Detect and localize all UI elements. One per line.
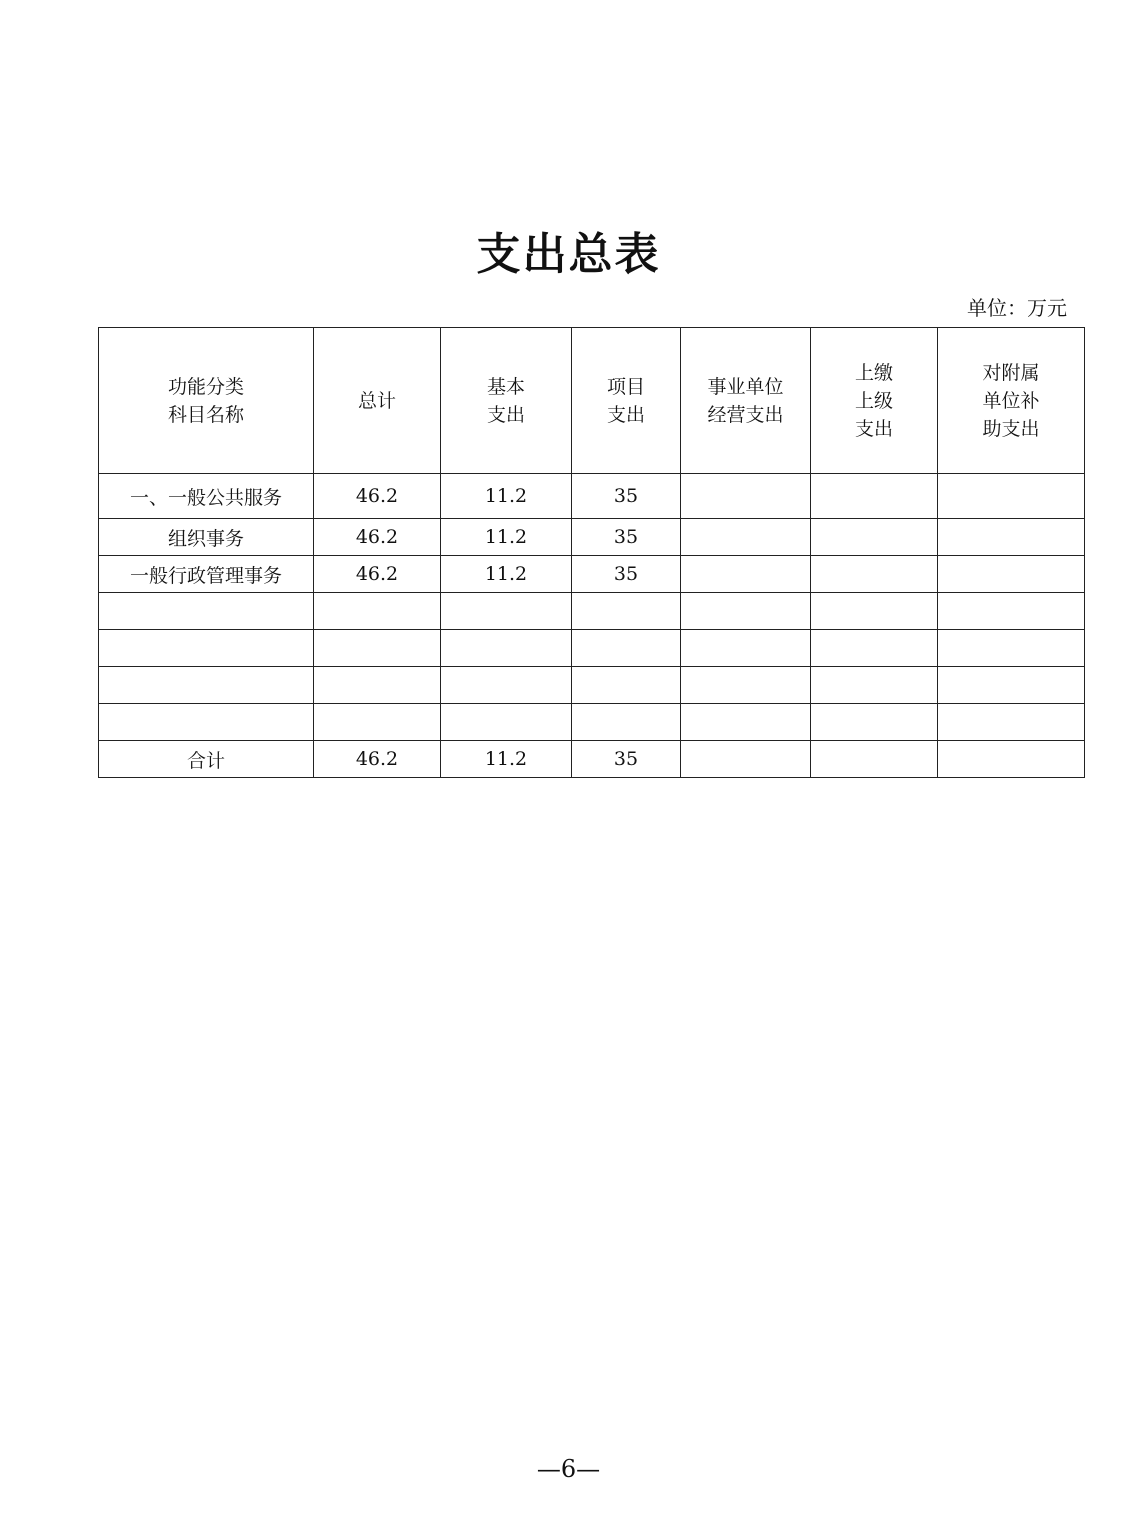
cell-remit bbox=[811, 593, 938, 630]
cell-total: 46.2 bbox=[314, 519, 441, 556]
cell-subsidy bbox=[938, 630, 1085, 667]
unit-label: 单位：万元 bbox=[967, 296, 1067, 320]
total-label: 合计 bbox=[99, 741, 314, 778]
header-line: 支出 bbox=[854, 417, 893, 440]
cell-total bbox=[314, 593, 441, 630]
header-line: 基本 bbox=[486, 375, 525, 398]
table-row bbox=[99, 704, 1085, 741]
row-label: 一般行政管理事务 bbox=[99, 556, 314, 593]
table-row bbox=[99, 667, 1085, 704]
header-line: 功能分类 bbox=[167, 375, 244, 398]
header-remit-superior bbox=[811, 328, 938, 474]
header-line: 经营支出 bbox=[707, 403, 784, 426]
cell-basic bbox=[441, 593, 572, 630]
cell-subsidy bbox=[938, 556, 1085, 593]
cell-operating bbox=[681, 630, 811, 667]
cell-remit bbox=[811, 474, 938, 519]
cell-basic: 11.2 bbox=[441, 741, 572, 778]
cell-total bbox=[314, 630, 441, 667]
header-operating-expense bbox=[681, 328, 811, 474]
header-line: 上缴 bbox=[854, 361, 893, 384]
table-row bbox=[99, 556, 1085, 593]
cell-basic: 11.2 bbox=[441, 474, 572, 519]
table-row bbox=[99, 593, 1085, 630]
table-header-row bbox=[99, 328, 1085, 474]
cell-total bbox=[314, 704, 441, 741]
header-line: 科目名称 bbox=[167, 403, 244, 426]
header-line: 项目 bbox=[606, 375, 645, 398]
cell-remit bbox=[811, 741, 938, 778]
cell-project bbox=[572, 630, 681, 667]
cell-subsidy bbox=[938, 704, 1085, 741]
header-line: 支出 bbox=[606, 403, 645, 426]
row-label bbox=[99, 704, 314, 741]
cell-remit bbox=[811, 519, 938, 556]
cell-subsidy bbox=[938, 474, 1085, 519]
table-row bbox=[99, 630, 1085, 667]
cell-total: 46.2 bbox=[314, 556, 441, 593]
row-label bbox=[99, 667, 314, 704]
header-subsidy-affiliated bbox=[938, 328, 1085, 474]
cell-operating bbox=[681, 556, 811, 593]
table-total-row bbox=[99, 741, 1085, 778]
cell-operating bbox=[681, 704, 811, 741]
cell-total bbox=[314, 667, 441, 704]
header-line: 单位补 bbox=[982, 389, 1040, 412]
header-function-category bbox=[99, 328, 314, 474]
cell-subsidy bbox=[938, 593, 1085, 630]
page-number: —6— bbox=[536, 1455, 601, 1483]
header-line: 助支出 bbox=[982, 417, 1040, 440]
header-total bbox=[314, 328, 441, 474]
expense-summary-table bbox=[98, 327, 1085, 778]
cell-remit bbox=[811, 704, 938, 741]
cell-subsidy bbox=[938, 667, 1085, 704]
cell-remit bbox=[811, 667, 938, 704]
row-label bbox=[99, 593, 314, 630]
cell-basic: 11.2 bbox=[441, 519, 572, 556]
cell-remit bbox=[811, 556, 938, 593]
cell-project: 35 bbox=[572, 519, 681, 556]
header-line: 支出 bbox=[486, 403, 525, 426]
cell-operating bbox=[681, 593, 811, 630]
cell-project bbox=[572, 593, 681, 630]
row-label: 组织事务 bbox=[99, 519, 314, 556]
table-row bbox=[99, 474, 1085, 519]
cell-total: 46.2 bbox=[314, 474, 441, 519]
cell-operating bbox=[681, 519, 811, 556]
cell-operating bbox=[681, 474, 811, 519]
row-label: 一、一般公共服务 bbox=[99, 474, 314, 519]
cell-subsidy bbox=[938, 519, 1085, 556]
cell-project: 35 bbox=[572, 556, 681, 593]
cell-subsidy bbox=[938, 741, 1085, 778]
cell-project bbox=[572, 667, 681, 704]
header-basic-expense bbox=[441, 328, 572, 474]
cell-project: 35 bbox=[572, 474, 681, 519]
header-line: 对附属 bbox=[982, 361, 1040, 384]
cell-basic bbox=[441, 630, 572, 667]
header-project-expense bbox=[572, 328, 681, 474]
cell-project bbox=[572, 704, 681, 741]
cell-operating bbox=[681, 741, 811, 778]
header-line: 上级 bbox=[854, 389, 893, 412]
cell-basic: 11.2 bbox=[441, 556, 572, 593]
header-line: 事业单位 bbox=[707, 375, 784, 398]
cell-remit bbox=[811, 630, 938, 667]
cell-project: 35 bbox=[572, 741, 681, 778]
page-title: 支出总表 bbox=[476, 229, 661, 280]
table-row bbox=[99, 519, 1085, 556]
cell-basic bbox=[441, 704, 572, 741]
cell-total: 46.2 bbox=[314, 741, 441, 778]
cell-operating bbox=[681, 667, 811, 704]
row-label bbox=[99, 630, 314, 667]
header-line: 总计 bbox=[357, 389, 396, 412]
cell-basic bbox=[441, 667, 572, 704]
